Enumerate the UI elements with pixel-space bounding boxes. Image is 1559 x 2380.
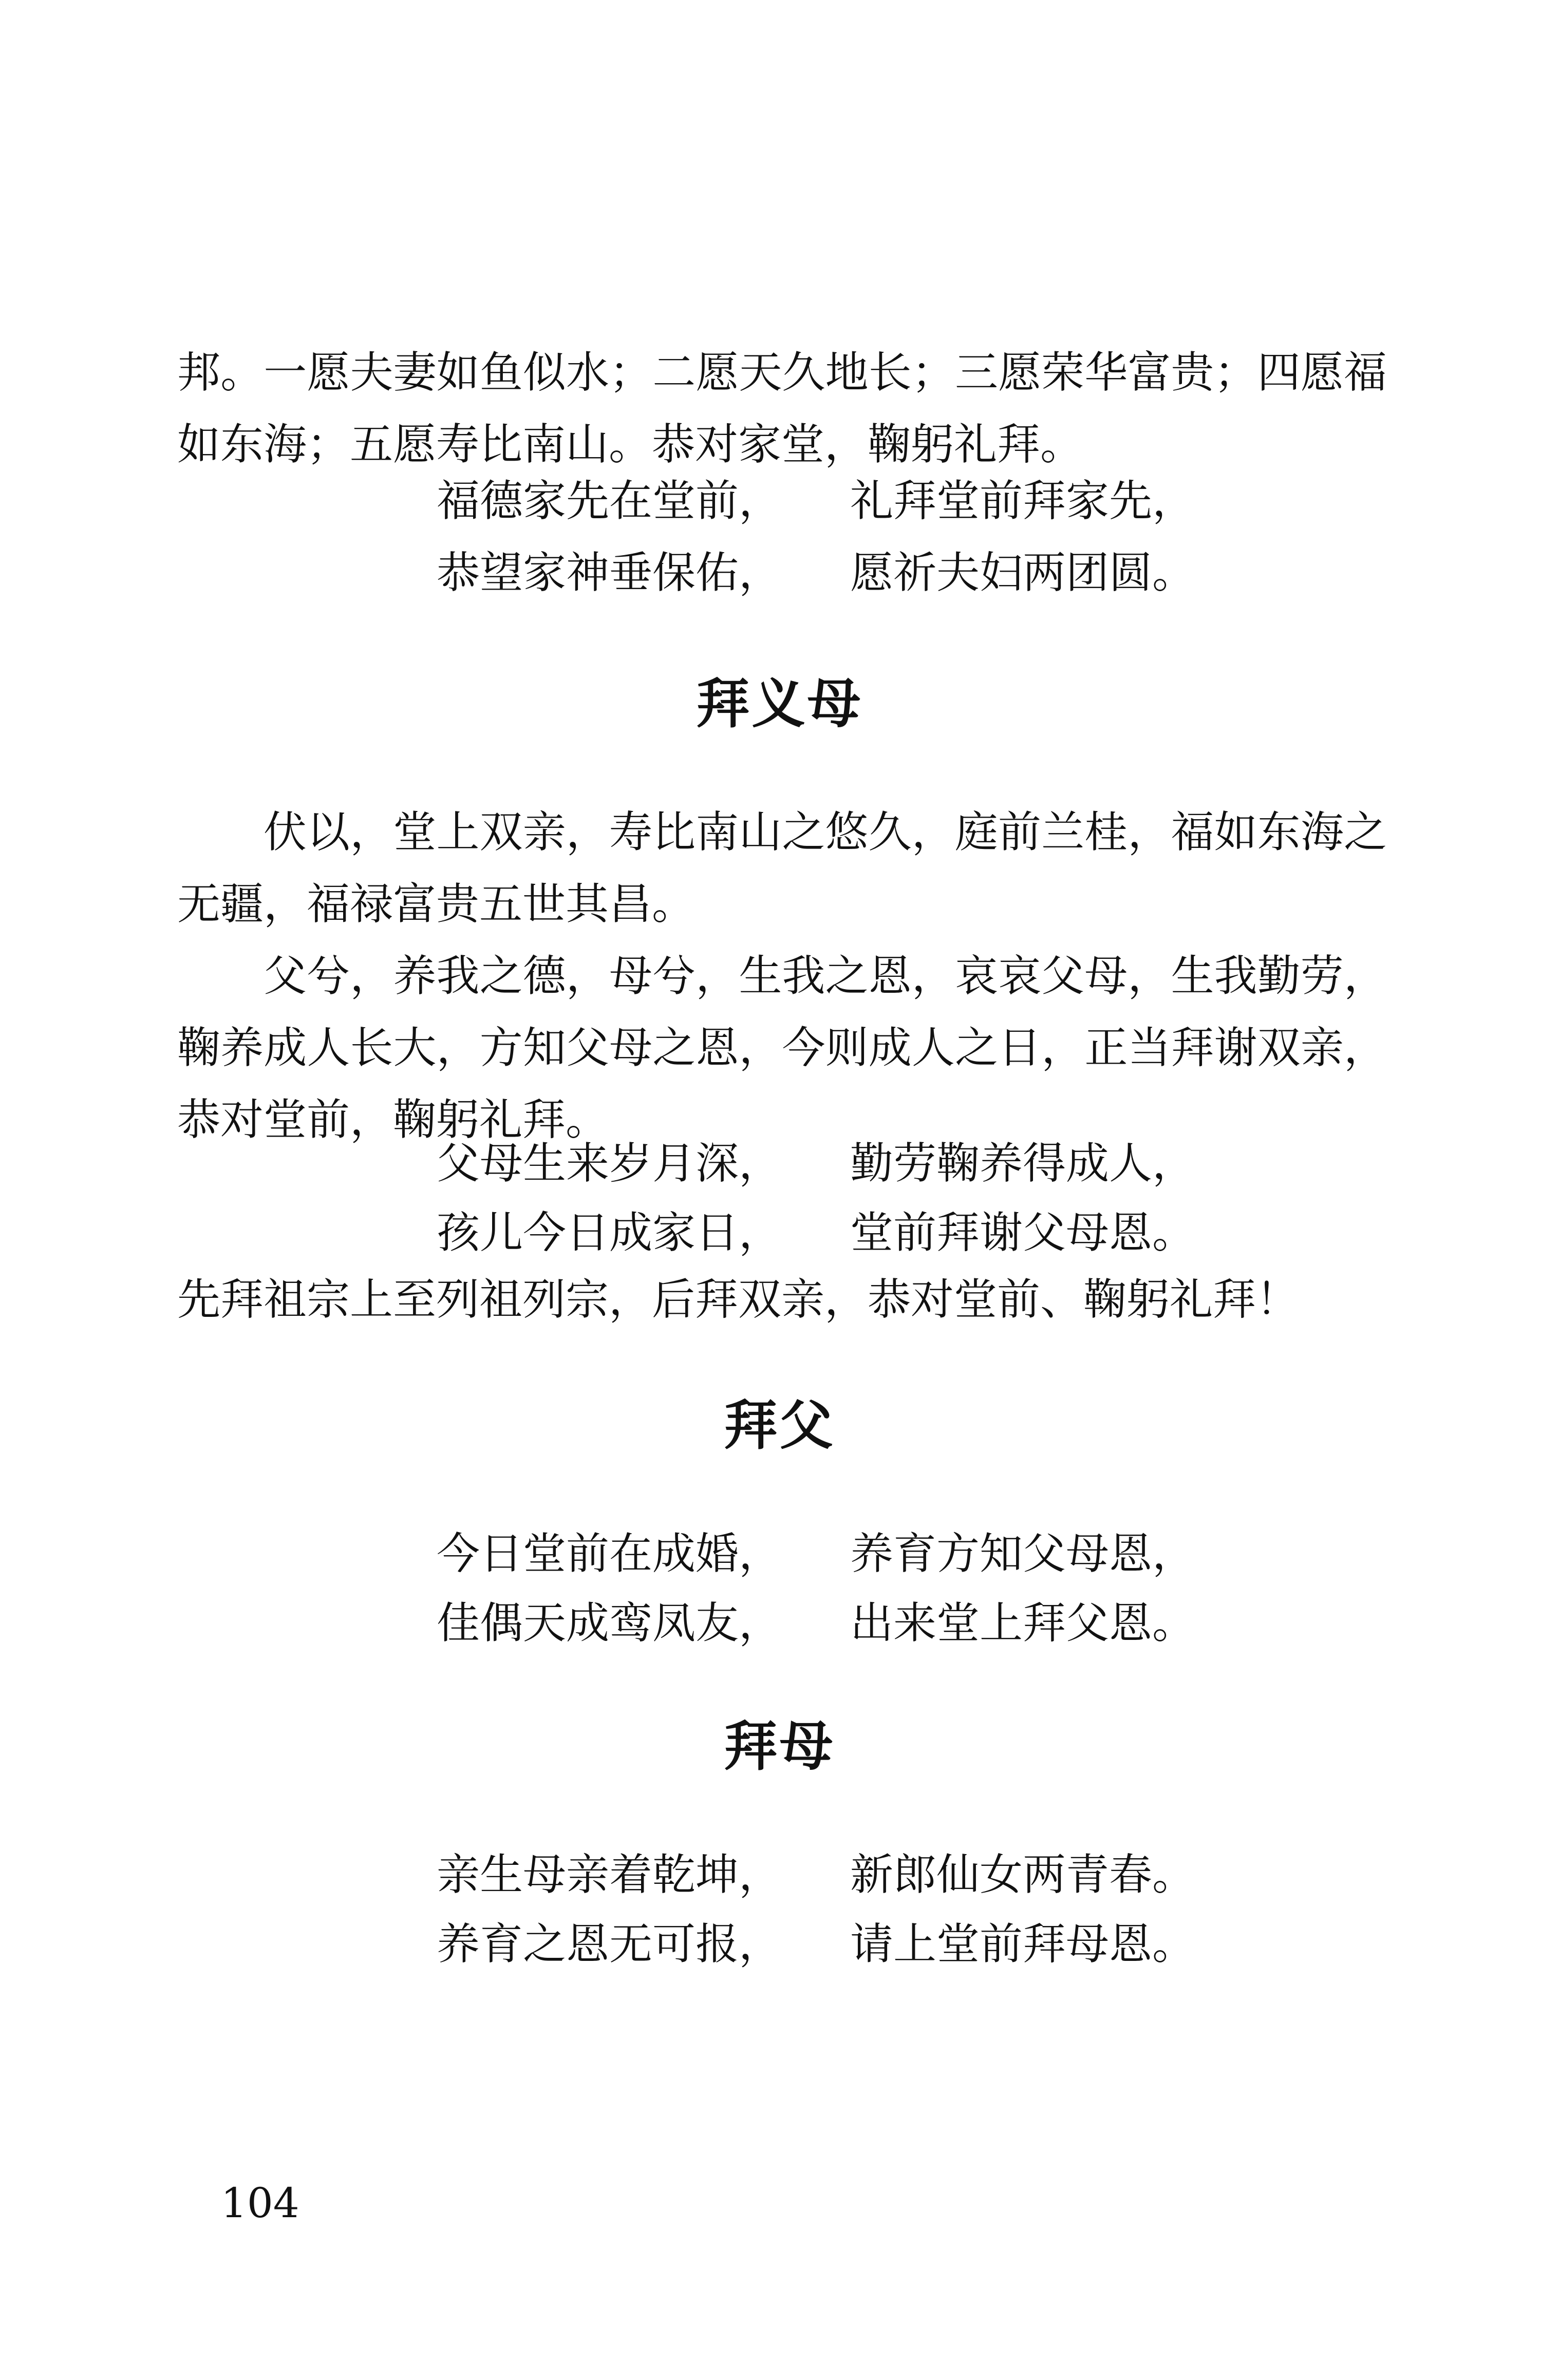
father-verse-1-left: 今日堂前在成婚， [437, 1528, 782, 1579]
father-verse-2-right: 出来堂上拜父恩。 [850, 1598, 1196, 1648]
mother-verse-2-right: 请上堂前拜母恩。 [850, 1919, 1196, 1969]
section-heading-father: 拜父 [724, 1394, 835, 1457]
intro-paragraph: 邦。一愿夫妻如鱼似水；二愿天久地长；三愿荣华富贵；四愿福如东海；五愿寿比南山。恭对家堂，鞠躬礼拜。 [177, 347, 1387, 469]
mother-verse-1-right: 新郎仙女两青春。 [850, 1849, 1196, 1900]
father-verse-2-left: 佳偶天成鸾凤友， [437, 1598, 782, 1648]
mother-verse-2-left: 养育之恩无可报， [437, 1919, 782, 1969]
parents-verse-2-right: 堂前拜谢父母恩。 [850, 1207, 1196, 1258]
father-verse-1-right: 养育方知父母恩， [850, 1528, 1196, 1579]
parents-verse-1-left: 父母生来岁月深， [437, 1138, 782, 1188]
intro-verse-2-right: 愿祈夫妇两团圆。 [850, 547, 1196, 598]
parents-verse-2-left: 孩儿今日成家日， [437, 1207, 782, 1258]
intro-verse-2-left: 恭望家神垂保佑， [437, 547, 782, 598]
parents-closing: 先拜祖宗上至列祖列宗，后拜双亲，恭对堂前、鞠躬礼拜！ [177, 1274, 1300, 1325]
section-heading-parents: 拜义母 [696, 672, 863, 735]
parents-paragraph-1: 伏以，堂上双亲，寿比南山之悠久，庭前兰桂，福如东海之无疆，福禄富贵五世其昌。 [177, 807, 1387, 929]
parents-verse-1-right: 勤劳鞠养得成人， [850, 1138, 1196, 1188]
section-heading-mother: 拜母 [724, 1715, 835, 1778]
mother-verse-1-left: 亲生母亲着乾坤， [437, 1849, 782, 1900]
intro-verse-1-left: 福德家先在堂前， [437, 476, 782, 526]
page-number: 104 [221, 2179, 299, 2227]
parents-paragraph-2: 父兮，养我之德，母兮，生我之恩，哀哀父母，生我勤劳，鞠养成人长大，方知父母之恩，今则成人之日，正当拜谢双亲，恭对堂前，鞠躬礼拜。 [177, 951, 1387, 1145]
intro-verse-1-right: 礼拜堂前拜家先， [850, 476, 1196, 526]
